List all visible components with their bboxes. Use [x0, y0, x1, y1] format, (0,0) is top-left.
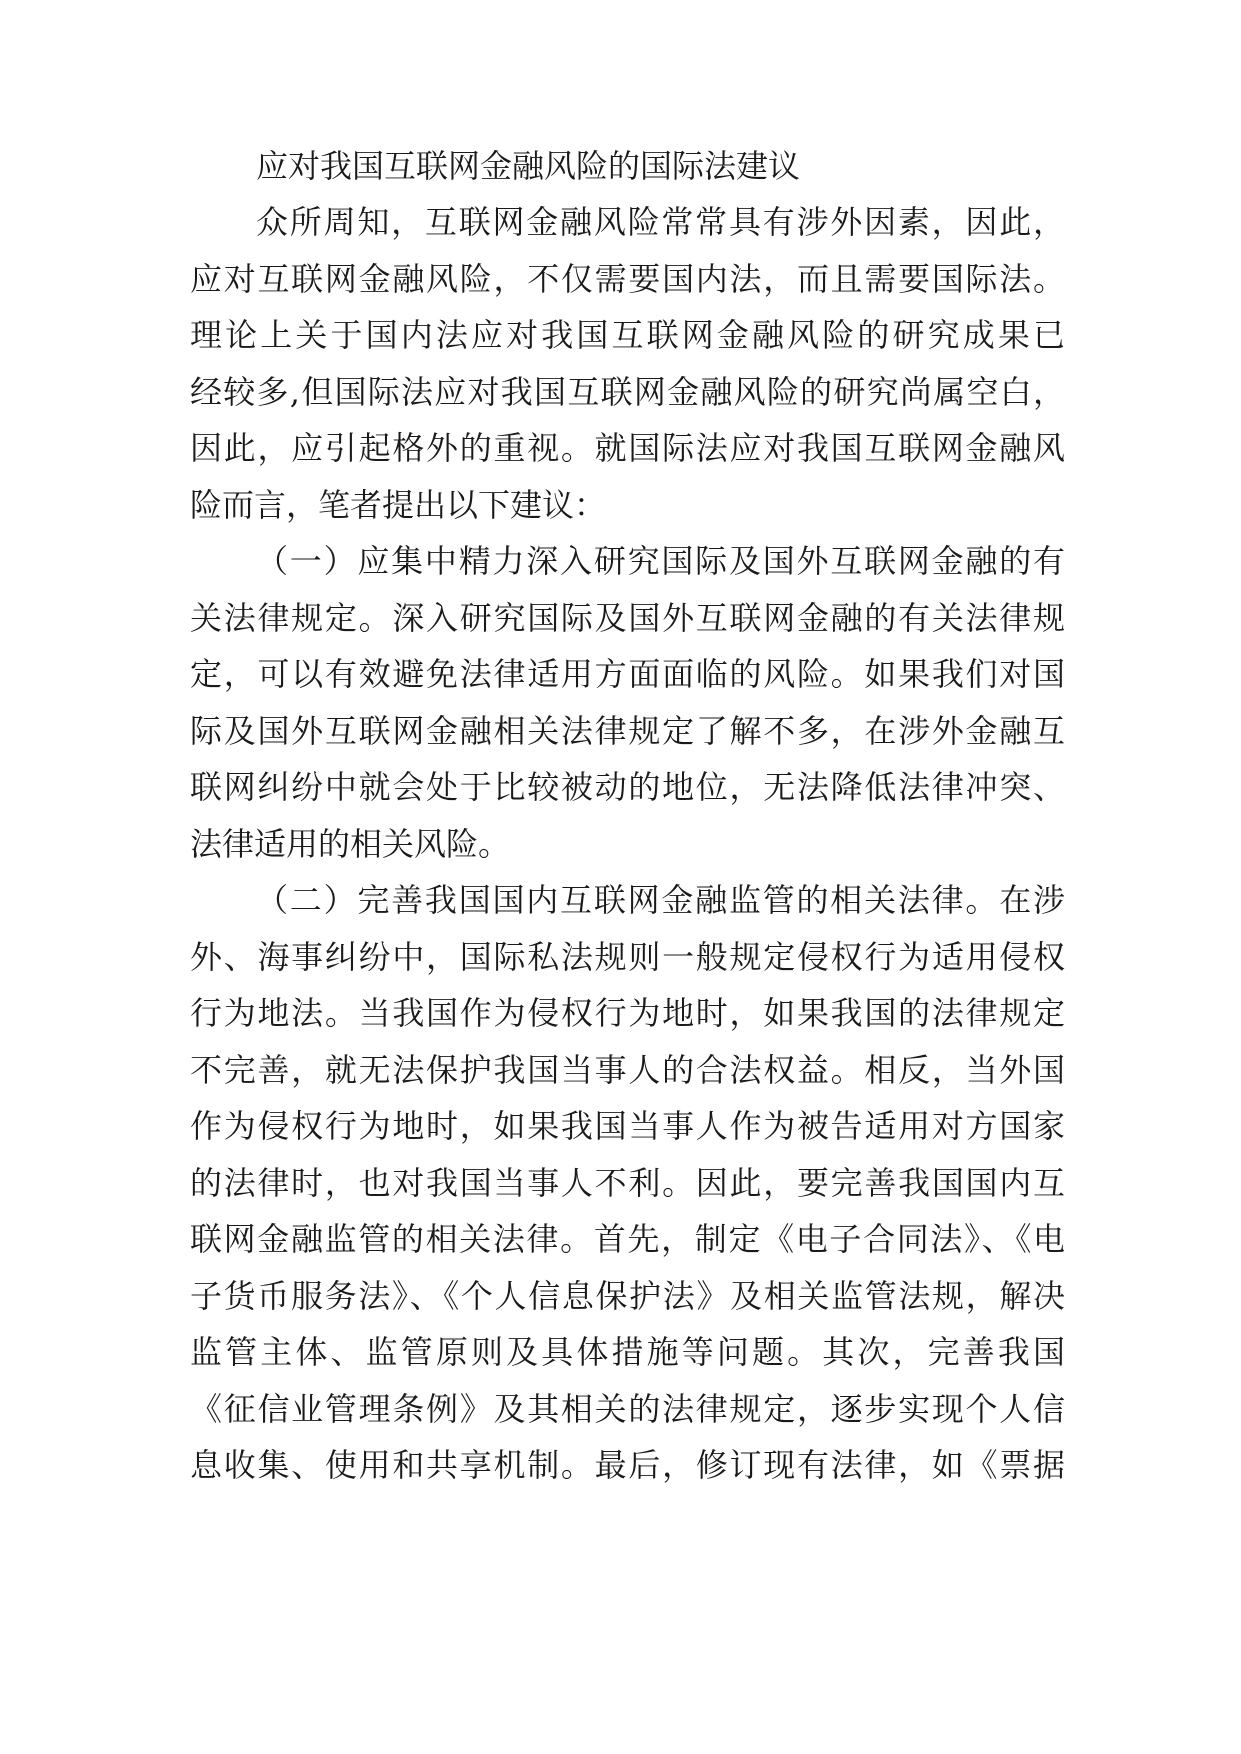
- paragraph-1-line-6: 险而言，笔者提出以下建议：: [190, 486, 607, 524]
- paragraph-2-line-4: 际及国外互联网金融相关法律规定了解不多，在涉外金融互: [190, 712, 1065, 750]
- paragraph-3-line-1: （二）完善我国国内互联网金融监管的相关法律。在涉: [256, 881, 1065, 919]
- paragraph-2-line-2: 关法律规定。深入研究国际及国外互联网金融的有关法律规: [190, 599, 1065, 637]
- paragraph-1-line-5: 因此，应引起格外的重视。就国际法应对我国互联网金融风: [190, 429, 1065, 467]
- paragraph-1-line-1: 众所周知，互联网金融风险常常具有涉外因素，因此，: [256, 203, 1065, 241]
- paragraph-1-line-3: 理论上关于国内法应对我国互联网金融风险的研究成果已: [190, 316, 1065, 354]
- paragraph-3-line-9: 监管主体、监管原则及具体措施等问题。其次，完善我国: [190, 1333, 1065, 1371]
- paragraph-3-line-3: 行为地法。当我国作为侵权行为地时，如果我国的法律规定: [190, 994, 1065, 1032]
- paragraph-1-line-2: 应对互联网金融风险，不仅需要国内法，而且需要国际法。: [190, 260, 1065, 298]
- paragraph-2-line-5: 联网纠纷中就会处于比较被动的地位，无法降低法律冲突、: [190, 768, 1065, 806]
- paragraph-1-line-4: 经较多,但国际法应对我国互联网金融风险的研究尚属空白，: [190, 373, 1065, 411]
- paragraph-3-line-8: 子货币服务法》、《个人信息保护法》及相关监管法规，解决: [190, 1277, 1065, 1315]
- paragraph-2-line-3: 定，可以有效避免法律适用方面面临的风险。如果我们对国: [190, 655, 1065, 693]
- document-title: 应对我国互联网金融风险的国际法建议: [256, 147, 801, 185]
- paragraph-2-line-6: 法律适用的相关风险。: [190, 825, 511, 863]
- paragraph-3-line-11: 息收集、使用和共享机制。最后，修订现有法律，如《票据: [190, 1446, 1065, 1484]
- paragraph-3-line-10: 《征信业管理条例》及其相关的法律规定，逐步实现个人信: [190, 1390, 1065, 1428]
- paragraph-3-line-4: 不完善，就无法保护我国当事人的合法权益。相反，当外国: [190, 1051, 1065, 1089]
- paragraph-3-line-7: 联网金融监管的相关法律。首先，制定《电子合同法》、《电: [190, 1220, 1065, 1258]
- paragraph-2-line-1: （一）应集中精力深入研究国际及国外互联网金融的有: [256, 542, 1065, 580]
- paragraph-3-line-6: 的法律时，也对我国当事人不利。因此，要完善我国国内互: [190, 1164, 1065, 1202]
- paragraph-3-line-2: 外、海事纠纷中，国际私法规则一般规定侵权行为适用侵权: [190, 938, 1065, 976]
- paragraph-3-line-5: 作为侵权行为地时，如果我国当事人作为被告适用对方国家: [190, 1107, 1065, 1145]
